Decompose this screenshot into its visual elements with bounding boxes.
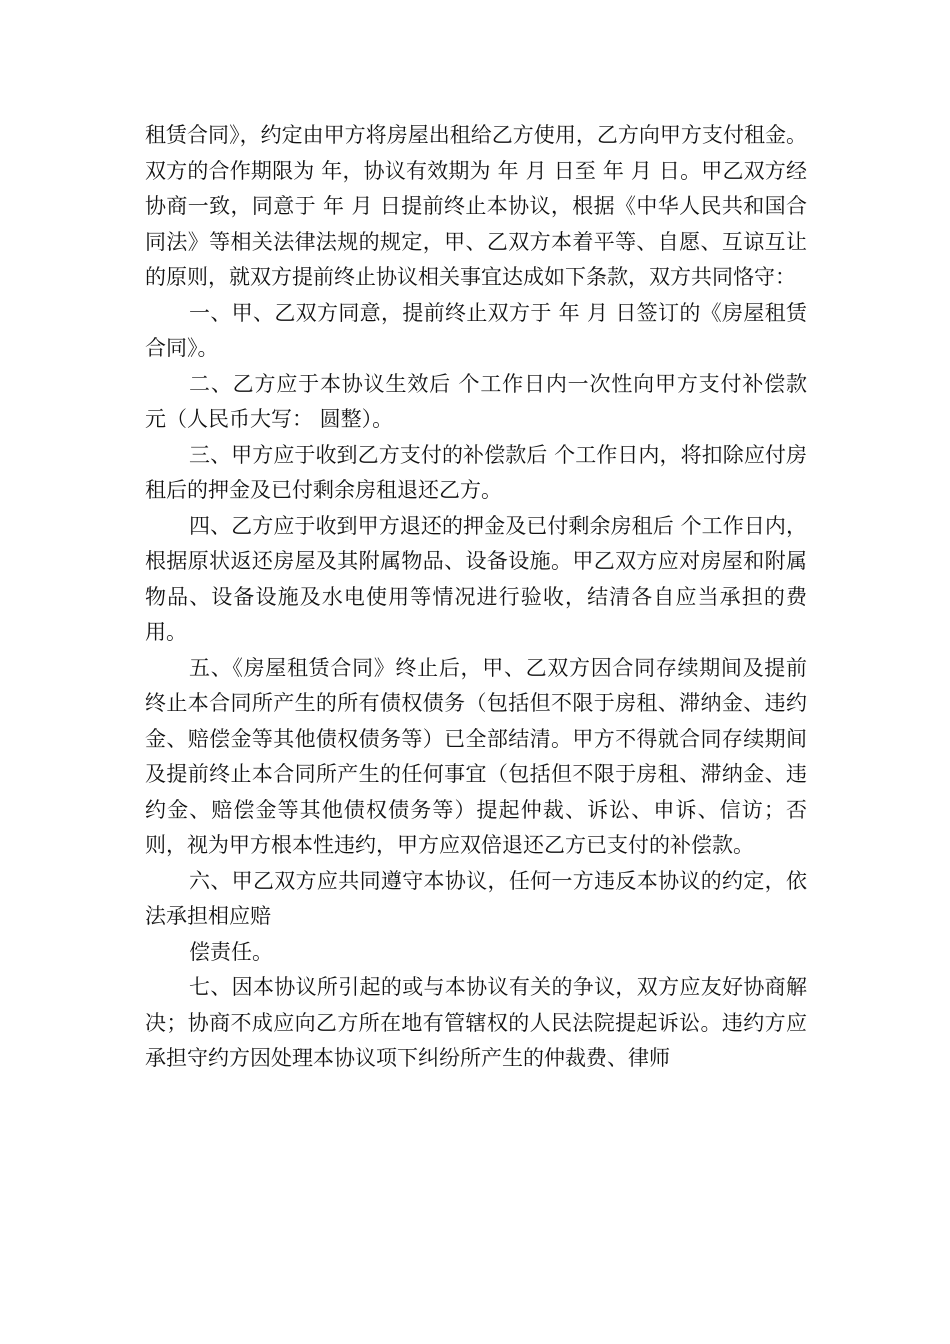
clause-7: 七、因本协议所引起的或与本协议有关的争议，双方应友好协商解决；协商不成应向乙方所在地有管辖权的人民法院提起诉讼。违约方应承担守约方因处理本协议项下纠纷所产生的仲裁费、律师 xyxy=(145,975,807,1070)
clause-5: 五、《房屋租赁合同》终止后，甲、乙双方因合同存续期间及提前终止本合同所产生的所有债权债务（包括但不限于房租、滞纳金、违约金、赔偿金等其他债权债务等）已全部结清。甲方不得就合同存续期间及提前终止本合同所产生的任何事宜（包括但不限于房租、滞纳金、违约金、赔偿金等其他债权债务等）提起仲裁、诉讼、申诉、信访；否则，视为甲方根本性违约，甲方应双倍退还乙方已支付的补偿款。 xyxy=(145,655,807,857)
clause-4: 四、乙方应于收到甲方退还的押金及已付剩余房租后 个工作日内，根据原状返还房屋及其附属物品、设备设施。甲乙双方应对房屋和附属物品、设备设施及水电使用等情况进行验收，结清各自应当承担的费用。 xyxy=(145,513,807,644)
paragraph-intro: 租赁合同》，约定由甲方将房屋出租给乙方使用，乙方向甲方支付租金。双方的合作期限为 年，协议有效期为 年 月 日至 年 月 日。甲乙双方经协商一致，同意于 年 月 日提前终止本协议，根据《中华人民共和国合同法》等相关法律法规的规定，甲、乙双方本着平等、自愿、互谅互让的原则，就双方提前终止协议相关事宜达成如下条款，双方共同恪守： xyxy=(145,123,807,289)
clause-1: 一、甲、乙双方同意，提前终止双方于 年 月 日签订的《房屋租赁合同》。 xyxy=(145,300,807,360)
clause-3: 三、甲方应于收到乙方支付的补偿款后 个工作日内，将扣除应付房租后的押金及已付剩余房租退还乙方。 xyxy=(145,442,807,502)
clause-6-continuation: 偿责任。 xyxy=(189,939,273,964)
clause-2: 二、乙方应于本协议生效后 个工作日内一次性向甲方支付补偿款 元（人民币大写： 圆整）。 xyxy=(145,371,807,431)
clause-6: 六、甲乙双方应共同遵守本协议，任何一方违反本协议的约定，依法承担相应赔 xyxy=(145,868,807,928)
document-page xyxy=(145,118,807,1077)
